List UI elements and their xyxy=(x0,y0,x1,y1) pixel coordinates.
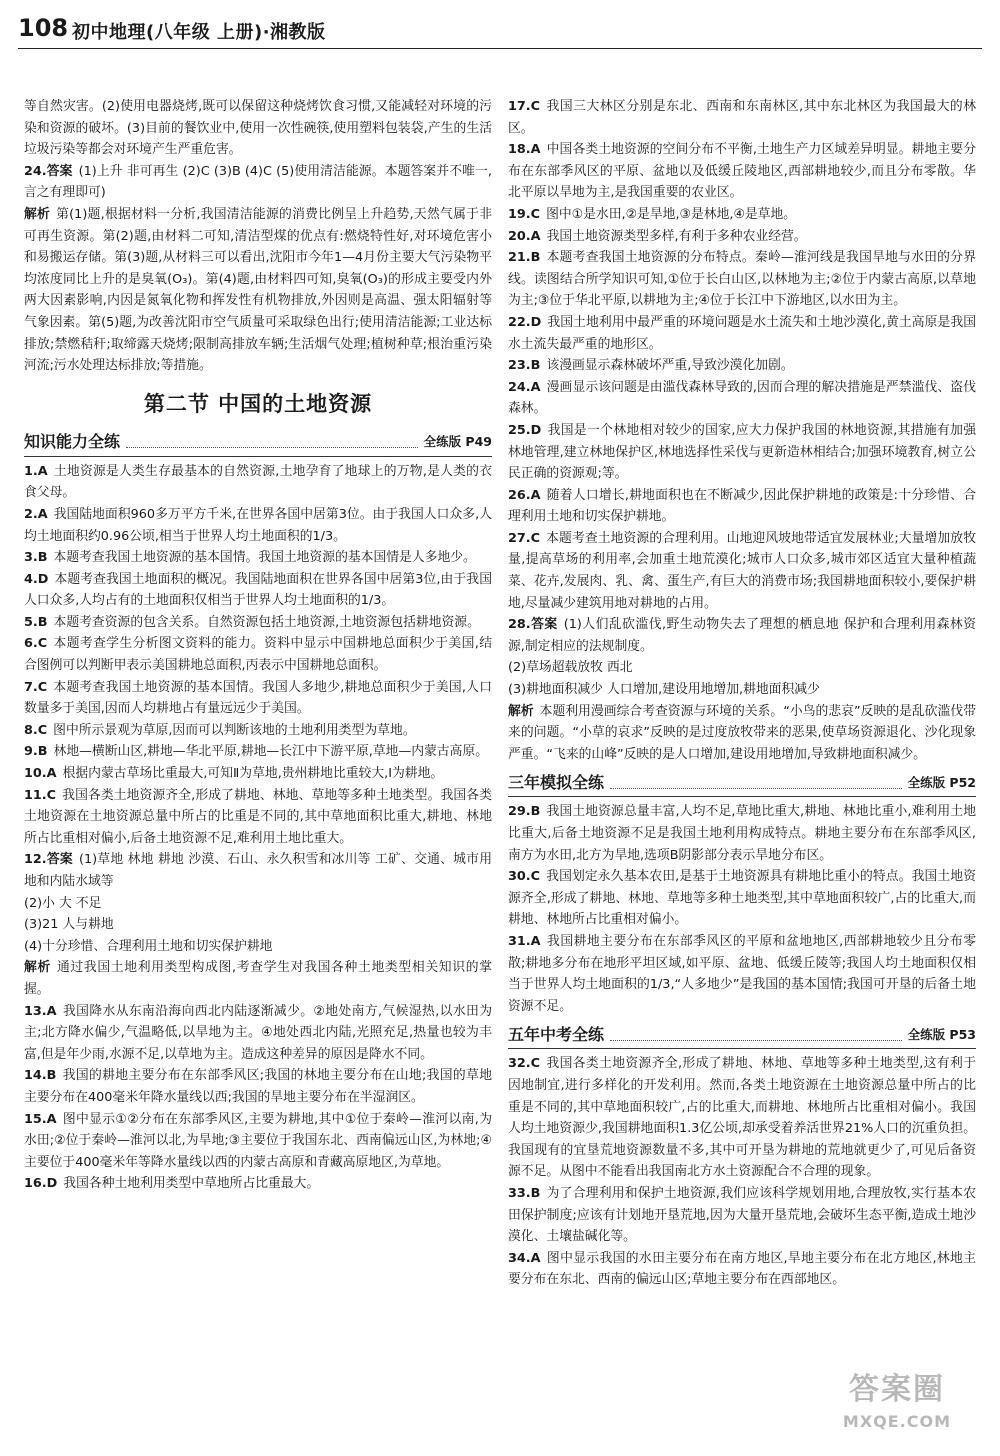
answer-item xyxy=(24,849,492,1000)
answer-item xyxy=(508,614,976,765)
answer-text: 本题考查我国土地资源的分布特点。秦岭—淮河线是我国旱地与水田的分界线。读图结合所学知识可知,①位于长白山区,以林地为主;②位于内蒙古高原,以草地为主;③位于华北平原,以耕地为主;④位于长江中下游地区,以水田为主。 xyxy=(508,250,976,309)
page-number: 108 xyxy=(18,14,69,42)
watermark-logo xyxy=(812,1370,982,1442)
answer-text: (1)上升 非可再生 (2)C (3)B (4)C (5)使用清洁能源。本题答案并不唯一,言之有理即可) xyxy=(24,163,492,201)
answer-subpart: (4)十分珍惜、合理利用土地和切实保护耕地 xyxy=(24,938,273,954)
answer-text: 我国耕地主要分布在东部季风区的平原和盆地地区,西部耕地较少且分布零散;耕地多分布在地形平坦区域,如平原、盆地、低缓丘陵等;我国人均土地面积仅相当于世界人均土地面积的1/3,“人多地少”是我国的基本国情;我国可开垦的后备土地资源不足。 xyxy=(508,933,976,1014)
question-number: 6.C xyxy=(24,636,48,652)
question-number: 24.答案 xyxy=(24,163,73,179)
answer-text: 我国各类土地资源齐全,形成了耕地、林地、草地等多种土地类型,这有利于因地制宜,进行多样化的开发利用。然而,各类土地资源在土地资源总量中所占的比重是不同的,其中草地面积较广,占的比重大,而耕地、林地所占比重相对偏小。我国人均土地资源少,我国耕地面积1.3亿公顷,却承受着养活世界21%人口的沉重负担。我国现有的宜垦荒地资源数量不多,其中可开垦为耕地的荒地就更少了,可见后备资源不足。从图中不能看出我国南北方水土资源配合不合理的现象。 xyxy=(508,1056,976,1180)
banner-title: 五年中考全练 xyxy=(508,1024,605,1044)
question-number: 28.答案 xyxy=(508,617,558,633)
question-number: 24.A xyxy=(508,379,541,395)
exercise-banner xyxy=(508,768,976,797)
answer-text: (1)草地 林地 耕地 沙漠、石山、永久积雪和冰川等 工矿、交通、城市用地和内陆水域等 xyxy=(24,852,492,889)
question-number: 3.B xyxy=(24,550,48,566)
watermark-url: MXQE.COM xyxy=(842,1412,952,1431)
explanation-label: 解析 xyxy=(508,703,534,719)
question-number: 10.A xyxy=(24,766,57,782)
answer-text: 我国土地资源总量丰富,人均不足,草地比重大,耕地、林地比重小,难利用土地比重大,后备土地资源不足是我国土地利用构成特点。耕地主要分布在东部季风区,南方为水田,北方为旱地,选项B阴影部分表示旱地分布区。 xyxy=(508,804,976,863)
question-number: 34.A xyxy=(508,1250,541,1266)
explanation xyxy=(24,204,492,377)
answer-item xyxy=(508,528,976,614)
answer-text: 我国划定永久基本农田,是基于土地资源具有耕地比重小的特点。我国土地资源齐全,形成了耕地、林地、草地等多种土地类型,其中草地面积较广,占的比重大,而耕地、林地所占比重相对偏小。 xyxy=(508,869,976,928)
answer-item xyxy=(508,1248,976,1291)
answer-text: 本题考查土地资源的合理利用。山地迎风坡地带适宜发展林业;大量增加放牧量,提高草场的利用率,会加重土地荒漠化;城市人口众多,城市郊区适宜大量种植蔬菜、花卉,发展肉、乳、禽、蛋生产,有巨大的消费市场;我国耕地面积较小,要保护耕地,尽量减少建筑用地对耕地的占用。 xyxy=(508,530,976,611)
answer-item xyxy=(508,931,976,1017)
question-number: 33.B xyxy=(508,1185,541,1201)
answer-item xyxy=(24,785,492,850)
book-title: 初中地理(八年级 上册)·湘教版 xyxy=(72,22,326,43)
dotted-leader xyxy=(610,1028,902,1041)
answer-item xyxy=(24,1109,492,1174)
answer-text: 为了合理利用和保护土地资源,我们应该科学规划用地,合理放牧,实行基本农田保护制度;应该有计划地开垦荒地,因为大量开垦荒地,会破坏生态平衡,造成土地沙漠化、土壤盐碱化等。 xyxy=(508,1185,976,1245)
answer-text: 中国各类土地资源的空间分布不平衡,土地生产力区域差异明显。耕地主要分布在东部季风区的平原、盆地以及低缓丘陵地区,西部耕地较少,而且分布零散。华北平原以旱地为主,是我国重要的农业区。 xyxy=(508,142,976,201)
answer-text: 我国土地利用中最严重的环境问题是水土流失和土地沙漠化,黄土高原是我国水土流失最严重的地形区。 xyxy=(508,314,976,352)
exercise-banner xyxy=(508,1020,976,1049)
header-rule xyxy=(18,48,982,49)
answer-text: 图中显示我国的水田主要分布在南方地区,旱地主要分布在北方地区,林地主要分布在东北、西南的偏远山区;草地主要分布在西部地区。 xyxy=(508,1250,976,1288)
answer-item xyxy=(508,355,976,377)
answer-text: 根据内蒙古草场比重最大,可知Ⅱ为草地,贵州耕地比重较大,Ⅰ为耕地。 xyxy=(62,766,444,782)
answer-text: 该漫画显示森林破坏严重,导致沙漠化加剧。 xyxy=(546,358,794,374)
question-number: 31.A xyxy=(508,933,541,949)
question-number: 22.D xyxy=(508,314,542,330)
answer-item xyxy=(508,96,976,139)
explanation-text: 本题利用漫画综合考查资源与环境的关系。“小鸟的悲哀”反映的是乱砍滥伐带来的问题。“小草的哀求”反映的是过度放牧带来的恶果,使草场资源退化、沙化现象严重。“飞来的山峰”反映的是人口增加,建设用地增加,导致耕地面积减少。 xyxy=(508,703,976,762)
answer-item xyxy=(24,504,492,547)
answer-text: 我国土地资源类型多样,有利于多种农业经营。 xyxy=(546,228,807,244)
dotted-leader xyxy=(126,435,418,448)
question-number: 1.A xyxy=(24,463,48,479)
question-number: 19.C xyxy=(508,206,541,222)
answer-subpart: (3)21 人与耕地 xyxy=(24,917,114,933)
dotted-leader xyxy=(610,776,902,789)
answer-item xyxy=(24,1065,492,1108)
question-number: 15.A xyxy=(24,1111,57,1127)
question-number: 25.D xyxy=(508,422,542,438)
question-number: 20.A xyxy=(508,228,541,244)
question-number: 9.B xyxy=(24,744,48,760)
question-number: 7.C xyxy=(24,679,48,695)
explanation-text: 通过我国土地利用类型构成图,考查学生对我国各种土地类型相关知识的掌握。 xyxy=(24,960,492,997)
answer-text: 我国各种土地利用类型中草地所占比重最大。 xyxy=(63,1176,320,1192)
answer-subpart: (2)草场超载放牧 西北 xyxy=(508,660,633,676)
answer-text: (1)人们乱砍滥伐,野生动物失去了理想的栖息地 保护和合理利用森林资源,制定相应的法规制度。 xyxy=(508,617,977,654)
answer-item xyxy=(508,139,976,204)
answer-item xyxy=(24,1173,492,1195)
question-number: 2.A xyxy=(24,506,48,522)
right-column xyxy=(508,96,976,1291)
answer-text: 漫画显示该问题是由滥伐森林导致的,因而合理的解决措施是严禁滥伐、盗伐森林。 xyxy=(508,379,976,417)
question-number: 21.B xyxy=(508,250,541,266)
answer-text: 本题考查资源的包含关系。自然资源包括土地资源,土地资源包括耕地资源。 xyxy=(53,614,480,630)
answer-item xyxy=(508,377,976,420)
answer-text: 图中①是水田,②是旱地,③是林地,④是草地。 xyxy=(546,206,797,222)
explanation-label: 解析 xyxy=(24,960,51,976)
question-number: 18.A xyxy=(508,142,541,158)
answer-text: 图中所示景观为草原,因而可以判断该地的土地利用类型为草地。 xyxy=(53,722,416,738)
answer-item xyxy=(24,547,492,569)
question-number: 4.D xyxy=(24,571,49,587)
answer-text: 本题考查学生分析图文资料的能力。资料中显示中国耕地总面积少于美国,结合图例可以判断甲表示美国耕地总面积,丙表示中国耕地总面积。 xyxy=(24,636,492,674)
answer-text: 林地—横断山区,耕地—华北平原,耕地—长江中下游平原,草地—内蒙古高原。 xyxy=(53,744,489,760)
answer-text: 本题考查我国土地资源的基本国情。我国土地资源的基本国情是人多地少。 xyxy=(53,550,476,566)
answer-item xyxy=(24,461,492,504)
answer-text: 我国各类土地资源齐全,形成了耕地、林地、草地等多种土地类型。我国各类土地资源在土地资源总量中所占的比重是不同的,其中草地面积比重大,耕地、林地所占比重相对偏小,后备土地资源不足,难利用土地比重大。 xyxy=(24,787,492,846)
question-number: 14.B xyxy=(24,1068,57,1084)
question-number: 26.A xyxy=(508,487,541,503)
answer-item xyxy=(508,801,976,866)
question-number: 11.C xyxy=(24,787,57,803)
answer-item xyxy=(24,161,492,377)
answer-item xyxy=(24,633,492,676)
page-header xyxy=(18,10,982,50)
answer-text: 我国降水从东南沿海向西北内陆逐渐减少。②地处南方,气候湿热,以水田为主;北方降水偏少,气温略低,以旱地为主。④地处西北内陆,光照充足,热量也较为丰富,但是年少雨,水源不足,以草地为主。造成这种差异的原因是降水不同。 xyxy=(24,1003,492,1062)
answer-item xyxy=(24,763,492,785)
answer-item xyxy=(24,1001,492,1066)
answer-item xyxy=(508,204,976,226)
watermark-text: 答案圈 xyxy=(849,1372,945,1407)
answer-text: 土地资源是人类生存最基本的自然资源,土地孕育了地球上的万物,是人类的衣食父母。 xyxy=(24,463,492,501)
banner-page-ref: 全练版 P53 xyxy=(907,1026,976,1042)
answer-text: 我国三大林区分别是东北、西南和东南林区,其中东北林区为我国最大的林区。 xyxy=(508,99,976,136)
banner-page-ref: 全练版 P49 xyxy=(423,433,492,449)
question-number: 23.B xyxy=(508,358,541,374)
question-number: 29.B xyxy=(508,804,541,820)
answer-item xyxy=(508,226,976,248)
question-number: 5.B xyxy=(24,614,48,630)
question-number: 13.A xyxy=(24,1003,57,1019)
section-title: 第二节 中国的土地资源 xyxy=(143,391,373,416)
exercise-banner xyxy=(24,428,492,457)
answer-item xyxy=(24,677,492,720)
answer-item xyxy=(24,741,492,763)
banner-title: 三年模拟全练 xyxy=(508,772,605,792)
explanation-text: 第(1)题,根据材料一分析,我国清洁能源的消费比例呈上升趋势,天然气属于非可再生资源。第(2)题,由材料二可知,清洁型煤的优点有:燃烧特性好,对环境危害小和易搬运存储。第(3)题,从材料三可以看出,沈阳市今年1—4月份主要大气污染物平均浓度同比上升的是臭氧(O₃)。第(4)题,由材料四可知,臭氧(O₃)的形成主要受内外两大因素影响,内因是氮氧化物和挥发性有机物排放,外因则是高温、强太阳辐射等气象因素。第(5)题,为改善沈阳市空气质量可采取绿色出行;使用清洁能源;工业达标排放;禁燃秸秆;取缔露天烧烤;限制高排放车辆;生活烟气处理;植树种草;根治重污染河流;污水处理达标排放;等措施。 xyxy=(24,206,492,374)
answer-text: 我国陆地面积960多万平方千米,在世界各国中居第3位。由于我国人口众多,人均土地面积约0.96公顷,相当于世界人均土地面积的1/3。 xyxy=(24,506,492,544)
banner-title: 知识能力全练 xyxy=(24,431,121,451)
question-number: 12.答案 xyxy=(24,852,73,868)
answer-item xyxy=(508,420,976,485)
banner-page-ref: 全练版 P52 xyxy=(907,774,976,790)
question-number: 16.D xyxy=(24,1176,58,1192)
explanation xyxy=(508,701,976,766)
answer-item xyxy=(508,312,976,355)
question-number: 30.C xyxy=(508,869,541,885)
answer-text: 随着人口增长,耕地面积也在不断减少,因此保护耕地的政策是:十分珍惜、合理利用土地和切实保护耕地。 xyxy=(508,487,976,525)
answer-subpart: (2)小 大 不足 xyxy=(24,895,102,911)
answer-item xyxy=(508,247,976,312)
question-number: 8.C xyxy=(24,722,48,738)
question-number: 27.C xyxy=(508,530,541,546)
question-number: 32.C xyxy=(508,1056,541,1072)
answer-continuation: 等自然灾害。(2)使用电器烧烤,既可以保留这种烧烤饮食习惯,又能减轻对环境的污染和资源的破坏。(3)目前的餐饮业中,使用一次性碗筷,使用塑料包装袋,产生的生活垃圾污染等都会对环境产生严重危害。 xyxy=(24,99,492,158)
answer-item xyxy=(508,1183,976,1248)
answer-item xyxy=(24,720,492,742)
answer-text: 我国是一个林地相对较少的国家,应大力保护我国的林地资源,其措施有加强林地管理,建立林地保护区,林地选择性采伐与更新造林相结合;加强环境教育,树立公民正确的资源观;等。 xyxy=(508,422,976,482)
answer-text: 本题考查我国土地面积的概况。我国陆地面积在世界各国中居第3位,由于我国人口众多,人均占有的土地面积仅相当于世界人均土地面积的1/3。 xyxy=(24,571,492,609)
explanation xyxy=(24,957,492,1000)
answer-item xyxy=(24,569,492,612)
answer-item xyxy=(24,612,492,634)
answer-item xyxy=(508,485,976,528)
answer-text: 我国的耕地主要分布在东部季风区;我国的林地主要分布在山地;我国的草地主要分布在400毫米年降水量线以西;我国的旱地主要分布在半湿润区。 xyxy=(24,1068,492,1105)
explanation-label: 解析 xyxy=(24,206,51,222)
question-number: 17.C xyxy=(508,99,541,114)
answer-item xyxy=(508,1053,976,1183)
answer-text: 图中显示①②分布在东部季风区,主要为耕地,其中①位于秦岭—淮河以南,为水田;②位于秦岭—淮河以北,为旱地;③主要位于我国东北、西南偏远山区,为林地;④主要位于400毫米年等降水量线以西的内蒙古高原和青藏高原地区,为草地。 xyxy=(24,1111,492,1170)
answer-text: 本题考查我国土地资源的基本国情。我国人多地少,耕地总面积少于美国,人口数量多于美国,因而人均耕地占有量远远少于美国。 xyxy=(24,679,492,717)
answer-item xyxy=(508,866,976,931)
answer-subpart: (3)耕地面积减少 人口增加,建设用地增加,耕地面积减少 xyxy=(508,682,820,698)
left-column xyxy=(24,96,492,1195)
